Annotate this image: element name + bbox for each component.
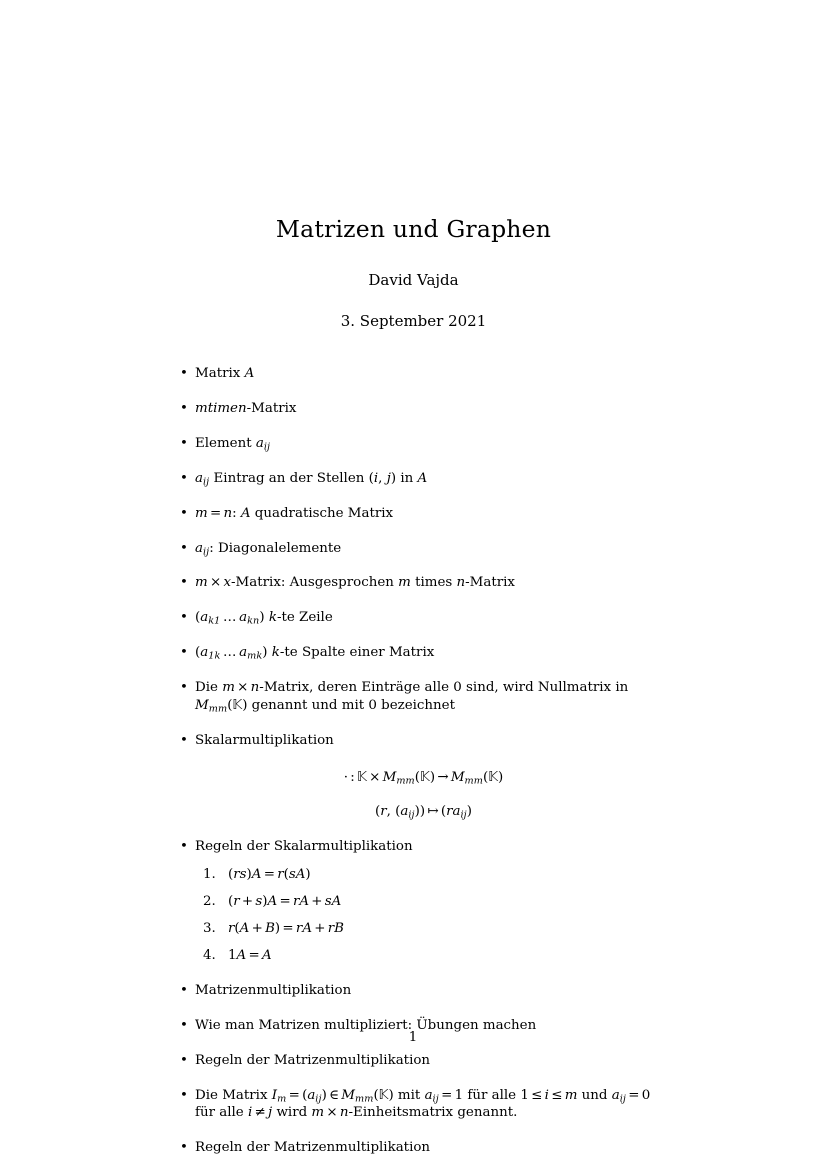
- bullet-icon: •: [180, 680, 188, 696]
- bullet-icon: •: [180, 732, 188, 748]
- bullet-icon: •: [180, 838, 188, 854]
- list-item-label: Die m × n-Matrix, deren Einträge alle 0 sind, wird Nullmatrix in $M_{mm}(𝕂)$ genannt und mit 0 bezeichnet: [195, 680, 629, 715]
- list-item-label: Skalarmultiplikation: [195, 732, 334, 748]
- rule-label: r(A + B) = rA + rB: [228, 920, 345, 936]
- document-body: [175, 215, 652, 1157]
- bullet-icon: •: [180, 401, 188, 417]
- list-item-label: Regeln der Matrizenmultiplikation: [195, 1140, 431, 1156]
- list-item-label: Matrizenmultiplikation: [195, 983, 352, 998]
- rules-list: [195, 866, 652, 965]
- list-item-label: $a_{ij}$: Diagonalelemente: [195, 540, 342, 557]
- list-item-label: Matrix A: [195, 366, 255, 382]
- bullet-icon: •: [180, 983, 188, 998]
- bullet-icon: •: [180, 435, 188, 451]
- list-item-mtimen-matrix: [175, 400, 652, 418]
- rule-item-4: [195, 947, 652, 965]
- bullet-icon: •: [180, 575, 188, 591]
- list-item-label: Die Matrix $I_m = (a_{ij})$ ∈ $M_{mm}(𝕂)$ mit $a_{ij} = 1$ für alle 1 ≤ i ≤ m und $a_{ij} = 0$ für alle i ≠ j wird m × n-Einheitsmatrix genannt.: [195, 1087, 651, 1121]
- document-author: David Vajda: [368, 271, 459, 290]
- list-item-m-mal-x-matrix: [175, 574, 652, 592]
- bullet-icon: •: [180, 505, 188, 521]
- equation-scalar-map: · : 𝕂 × $M_{mm}(𝕂)$ → $M_{mm}(𝕂)$: [343, 770, 504, 787]
- list-item-label: m = n: A quadratische Matrix: [195, 505, 394, 521]
- rule-number: 3.: [203, 920, 216, 936]
- list-item-label: ($a_{k1}$ … $a_{kn}$) k-te Zeile: [195, 610, 333, 627]
- list-item-label: Regeln der Matrizenmultiplikation: [195, 1052, 431, 1068]
- rule-number: 4.: [203, 948, 216, 964]
- bullet-icon: •: [180, 1087, 188, 1103]
- rule-item-1: [195, 866, 652, 884]
- list-item-label: mtimen-Matrix: [195, 401, 297, 417]
- list-item-label: Regeln der Skalarmultiplikation: [195, 838, 413, 854]
- list-item-einheitsmatrix: [175, 1087, 652, 1122]
- rule-item-3: [195, 920, 652, 938]
- list-item-label: $a_{ij}$ Eintrag an der Stellen (i, j) in A: [195, 470, 428, 488]
- bullet-icon: •: [180, 1052, 188, 1068]
- bullet-icon: •: [180, 645, 188, 661]
- bullet-icon: •: [180, 540, 188, 556]
- rule-label: (r + s)A = rA + sA: [228, 893, 342, 909]
- rule-label: (rs)A = r(sA): [228, 866, 311, 882]
- list-item-label: m × x-Matrix: Ausgesprochen m times n-Matrix: [195, 575, 515, 591]
- document-title: Matrizen und Graphen: [275, 215, 552, 243]
- list-item-matrizenmultiplikation: [175, 982, 652, 1000]
- bullet-icon: •: [180, 610, 188, 626]
- document-date: 3. September 2021: [340, 312, 487, 331]
- list-item-nullmatrix: [175, 679, 652, 714]
- rule-label: 1A = A: [228, 948, 272, 964]
- list-item-regeln-matrizenmultiplikation-2: [175, 1139, 652, 1157]
- list-item-m-gleich-n: [175, 505, 652, 523]
- list-item-label: Element $a_{ij}$: [195, 435, 271, 453]
- equation-scalar-assign: (r, $(a_{ij})$) ↦ $(ra_{ij})$: [375, 804, 472, 821]
- list-item-element-aij: [175, 435, 652, 453]
- rule-item-2: [195, 893, 652, 911]
- bullet-icon: •: [180, 1140, 188, 1156]
- list-item-regeln-matrizenmultiplikation-1: [175, 1052, 652, 1070]
- list-item-regeln-skalarmultiplikation: [175, 838, 652, 965]
- list-item-k-te-zeile: [175, 609, 652, 627]
- list-item-label: Wie man Matrizen multipliziert: Übungen machen: [195, 1017, 537, 1033]
- list-item-aij-diagonalelemente: [175, 540, 652, 558]
- list-item-matrix-a: [175, 365, 652, 383]
- list-item-label: ($a_{1k}$ … $a_{mk}$) k-te Spalte einer Matrix: [195, 645, 435, 662]
- rule-number: 2.: [203, 893, 216, 909]
- list-item-skalarmultiplikation: [175, 732, 652, 821]
- rule-number: 1.: [203, 866, 216, 882]
- page-number: 1: [408, 1030, 418, 1045]
- list-item-aij-eintrag: [175, 470, 652, 488]
- list-item-k-te-spalte: [175, 644, 652, 662]
- bullet-icon: •: [180, 470, 188, 486]
- bullet-icon: •: [180, 366, 188, 382]
- bullet-icon: •: [180, 1017, 188, 1033]
- title-block: [175, 215, 652, 330]
- equation-group: [195, 753, 652, 820]
